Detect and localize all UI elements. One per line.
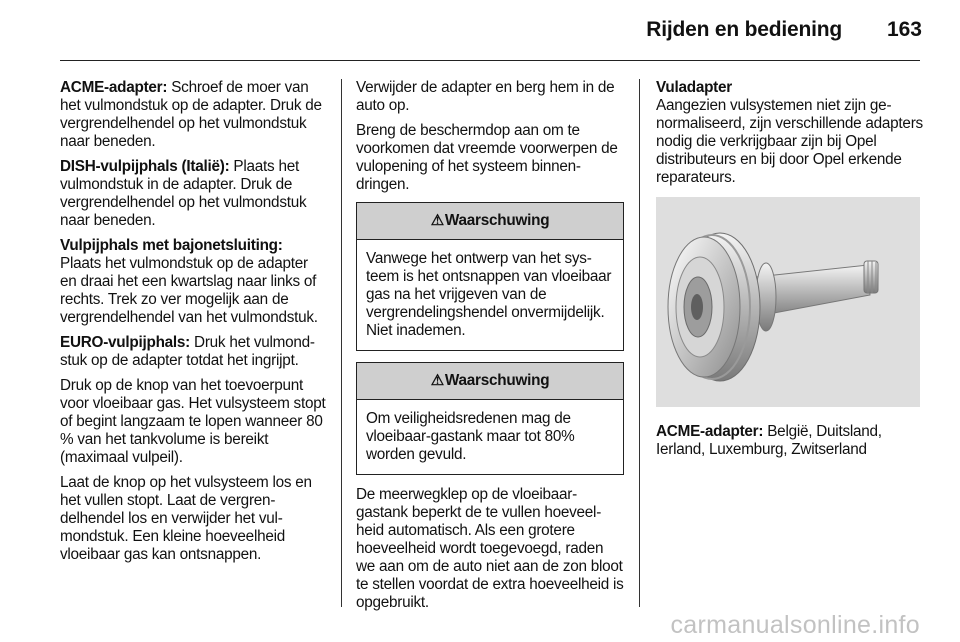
running-header-title: Rijden en bediening — [646, 18, 842, 41]
acme-text: Schroef de moer van het vulmondstuk op de adapter. Druk de vergrendelhendel op het vulmondstuk naar beneden. — [60, 79, 322, 150]
acme-paragraph — [60, 79, 326, 151]
adapter-caption — [656, 423, 924, 459]
dish-label: DISH-vulpijphals (Italië): — [60, 158, 230, 175]
warning-title: Waarschuwing — [444, 212, 550, 229]
column-1 — [60, 79, 326, 571]
bayonet-label: Vulpijphals met bajonetsluiting: — [60, 237, 283, 254]
euro-label: EURO-vulpijphals: — [60, 334, 191, 351]
warning-text: Vanwege het ontwerp van het systeem is het ontsnappen van vloeibaar gas na het vrijgeven van de vergrendelingshendel onvermijdelijk. Niet inademen. — [366, 250, 612, 339]
warning-box — [356, 362, 624, 475]
warning-header — [357, 363, 623, 400]
bayonet-paragraph — [60, 237, 326, 327]
warning-triangle-icon: ⚠ — [430, 212, 444, 229]
page-number: 163 — [886, 18, 922, 41]
remove-adapter-paragraph: Verwijder de adapter en berg hem in de auto op. — [356, 79, 615, 114]
header-rule — [60, 60, 920, 61]
warning-title: Waarschuwing — [444, 372, 550, 389]
caption-text: België, Duitsland, Ierland, Luxemburg, Zwitserland — [656, 423, 882, 458]
release-paragraph: Laat de knop op het vulsysteem los en het vullen stopt. Laat de vergrendelhendel los en verwijder het vulmondstuk. Een kleine hoeveelheid vloeibaar gas kan ontsnappen. — [60, 474, 312, 563]
watermark: carmanualsonline.info — [670, 611, 920, 639]
dish-text: Plaats het vulmondstuk in de adapter. Druk de vergrendelhendel op het vulmondstuk naar beneden. — [60, 158, 307, 229]
caption-label: ACME-adapter: — [656, 423, 764, 440]
multivalve-paragraph: De meerwegklep op de vloeibaar-gastank beperkt de te vullen hoeveelheid automatisch. Als een grotere hoeveelheid wordt toegevoegd, raden we aan om de auto niet aan de zon bloot te stellen voordat de extra hoeveelheid is opgebruikt. — [356, 486, 624, 611]
column-divider — [341, 79, 342, 607]
dish-paragraph — [60, 158, 326, 230]
euro-text: Druk het vulmondstuk op de adapter totdat het ingrijpt. — [60, 334, 316, 369]
column-divider — [639, 79, 640, 607]
column-3 — [656, 79, 924, 466]
adapter-illustration — [656, 197, 920, 407]
bayonet-text: Plaats het vulmondstuk op de adapter en draai het een kwartslag naar links of rechts. Trek zo ver mogelijk aan de vergrendelhendel van het vulmondstuk. — [60, 255, 318, 326]
euro-paragraph — [60, 334, 326, 370]
warning-triangle-icon: ⚠ — [430, 372, 444, 389]
acme-label: ACME-adapter: — [60, 79, 168, 96]
press-paragraph: Druk op de knop van het toevoerpunt voor vloeibaar gas. Het vulsysteem stopt of begint langzaam te lopen wanneer 80 % van het tankvolume is bereikt (maximaal vulpeil). — [60, 377, 326, 466]
warning-text: Om veiligheidsredenen mag de vloeibaar-gastank maar tot 80% worden gevuld. — [366, 410, 575, 463]
warning-box — [356, 202, 624, 351]
column-2 — [356, 79, 624, 619]
acme-adapter-photo — [656, 197, 920, 407]
protective-cap-paragraph: Breng de beschermdop aan om te voorkomen dat vreemde voorwerpen de vulopening of het systeem binnendringen. — [356, 122, 618, 193]
intro-paragraph: Aangezien vulsystemen niet zijn genormaliseerd, zijn verschillende adapters nodig die verkrijgbaar zijn bij Opel distributeurs en bij door Opel erkende reparateurs. — [656, 97, 923, 186]
warning-header — [357, 203, 623, 240]
section-heading: Vuladapter — [656, 79, 732, 96]
